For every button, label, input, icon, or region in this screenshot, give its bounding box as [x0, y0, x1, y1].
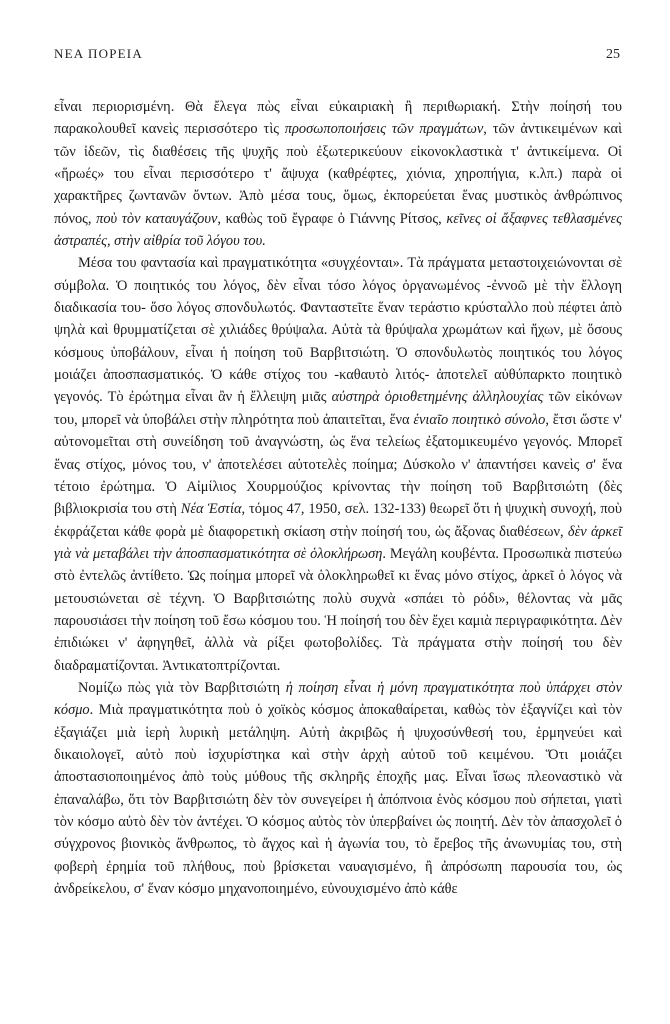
italic-run: αὐστηρὰ ὁριοθετημένης ἀλληλουχίας: [331, 389, 544, 406]
text-run: τῶν εἰκόνων του, μπορεῖ νὰ ὑποβάλει στὴν πληρότητα ποὺ ἀπαιτεῖται, ἕνα: [54, 389, 623, 428]
text-run: . Μεγάλη κουβέντα. Προσωπικὰ πιστεύω στὸ ἐντελῶς ἀντίθετο. Ὡς ποίημα μπορεῖ νὰ ὁλοκληρωθεῖ κι ἕνας μόνο στίχος, ἀρκεῖ ὁ λόγος νὰ μετουσιώνεται σὲ τέχνη. Ὁ Βαρβιτσιώτης πολὺ συχνὰ «σπάει τὸ ρόδι», θέλοντας νὰ μᾶς παρουσιάσει τὴν ποίηση τοῦ ἔσω κόσμου του. Ἡ ποίησή του δὲν ἔχει καμιὰ περιγραφικότητα. Δὲν ἐπιδιώκει ν' ἀφηγηθεῖ, ἀλλὰ νὰ ρίξει φωτοβολίδες. Τὰ πράγματα στὴν ποίησή του δὲν διαδραματίζονται. Ἀντικατοπτρίζονται.: [54, 545, 622, 674]
italic-run: ἑνιαῖο ποιητικὸ σύνολο: [413, 411, 546, 428]
running-head: [54, 46, 620, 63]
italic-run: δὲν ἀρκεῖ γιὰ νὰ μεταβάλει τὴν ἀποσπασματικότητα σὲ ὁλοκλήρωση: [54, 523, 622, 562]
text-run: , τόμος 47, 1950, σελ. 132-133) θεωρεῖ ὅτι ἡ ψυχικὴ συνοχή, ποὺ ἐκφράζεται κάθε φορὰ μὲ διαφορετικὴ σκίαση στὴν ποίησή του, ὡς ἄξονας διαθέσεων,: [54, 501, 622, 540]
body-text: [54, 96, 622, 900]
text-run: , τῶν ἀντικειμένων καὶ τῶν ἰδεῶν, τὶς διαθέσεις τῆς ψυχῆς ποὺ ἐξωτερικεύουν εἰκονοκλαστικὰ τ' ἀντικείμενα. Οἱ «ἥρωές» του εἶναι περισσότερο τ' ἄψυχα (καθρέφτες, χιόνια, χηροπήγια, κ.λπ.) παρὰ οἱ χαρακτῆρες ζωντανῶν ὄντων. Ἀπὸ μέσα τους, ὅμως, ἐκπορεύεται ἕνας μυστικὸς ἀνθρώπινος πόνος,: [54, 121, 622, 227]
paragraph: [54, 252, 622, 677]
text-run: . Μιὰ πραγματικότητα ποὺ ὁ χοϊκὸς κόσμος ἀποκαθαίρεται, καθὼς τὸν ἐξαγνίζει καὶ τὸν ἐξαγιάζει μιὰ ἱερὴ λυρικὴ μετάληψη. Αὐτὴ ἀκριβῶς ἡ ψυχοσύνθεσή του, ἑρμηνεύει καὶ δικαιολογεῖ, αὐτὸ ποὺ ἰσχυρίστηκα καὶ στὴν ἀρχὴ αὐτοῦ τοῦ κειμένου. Ὅτι μοιάζει ἀποστασιοποιημένος ἀπὸ τοὺς μύθους τῆς σκληρῆς ἐποχῆς μας. Εἶναι ἴσως πλεοναστικὸ νὰ ἐπαναλάβω, ὅτι τὸν Βαρβιτσιώτη δὲν τὸν συνεγείρει ἡ ἀπόπνοια ἑνὸς κόσμου ποὺ σήπεται, γιατὶ τὸν κόσμο αὐτὸ δὲν τὸν ἀντέχει. Ὁ κόσμος αὐτὸς τὸν ὑπερβαίνει ὡς ποιητή. Δὲν τὸν ἀπασχολεῖ ὁ σύγχρονος βιονικὸς ἄνθρωπος, τὸ ἄγχος καὶ ἡ ἀγωνία του, τὸ ἔρεβος τῆς ἀνωνυμίας του, στὴ φοβερὴ ἐρημία τοῦ πλήθους, ποὺ βρίσκεται ναυαγισμένο, ἢ ἀπρόσωπη παρουσία του, ὡς ἀνδρείκελου, σ' ἕναν κόσμο μηχανοποιημένο, εὐνουχισμένο ἀπὸ κάθε: [54, 702, 622, 898]
journal-title: ΝΕΑ ΠΟΡΕΙΑ: [54, 46, 143, 61]
text-run: , ἔτσι ὥστε ν' αὐτονομεῖται στὴ συνείδηση τοῦ ἀναγνώστη, ὡς ἕνα τελείως ἐξατομικευμένο γεγονός. Μπορεῖ ἕνας στίχος, μόνος του, ν' ἀποτελέσει αὐτοτελὲς ποίημα; Δύσκολο ν' ἀπαντήσει κανεὶς σ' ἕνα τέτοιο ἐρώτημα. Ὁ Αἰμίλιος Χουρμούζιος κρίνοντας τὴν ποίηση τοῦ Βαρβιτσιώτη (δὲς βιβλιοκρισία του στὴ: [54, 411, 622, 518]
italic-run: ποὺ τὸν καταυγάζουν: [96, 210, 218, 227]
italic-run: κεῖνες οἱ ἄξαφνες τεθλασμένες ἀστραπές, στὴν αἰθρία τοῦ λόγου του.: [54, 210, 622, 250]
paragraph: [54, 96, 622, 252]
italic-run: Νέα Ἑστία: [180, 501, 242, 518]
italic-run: προσωποποιήσεις τῶν πραγμάτων: [284, 121, 484, 138]
paragraph: [54, 677, 622, 900]
text-run: Νομίζω πὼς γιὰ τὸν Βαρβιτσιώτη: [78, 679, 286, 696]
text-run: , καθὼς τοῦ ἔγραφε ὁ Γιάννης Ρίτσος,: [217, 210, 447, 227]
text-run: εἶναι περιορισμένη. Θὰ ἔλεγα πὼς εἶναι εὐκαιριακὴ ἢ περιθωριακή. Στὴν ποίησή του παρακολουθεῖ κανεὶς περισσότερο τὶς: [54, 99, 622, 138]
text-run: Μέσα του φαντασία καὶ πραγματικότητα «συγχέονται». Τὰ πράγματα μεταστοιχειώνονται σὲ σύμβολα. Ὁ ποιητικός του λόγος, δὲν εἶναι τόσο λόγος ὀργανωμένος -ἐννοῶ μὲ τὴν ἔλλογη διαδικασία του- ὅσο λόγος σπονδυλωτός. Φανταστεῖτε ἕναν τεράστιο κρύσταλλο ποὺ πέφτει ἀπὸ ψηλὰ καὶ θρυμματίζεται σὲ χιλιάδες θρύψαλα. Αὐτὰ τὰ θρύψαλα χρωμάτων καὶ ἤχων, μὲ ὅσους κόσμους ὑποβάλουν, εἶναι ἡ ποίηση τοῦ Βαρβιτσιώτη. Ὁ σπονδυλωτὸς ποιητικός του λόγος μοιάζει ἀποσπασματικός. Ὁ κάθε στίχος του -καθαυτὸ λιτός- ἀποτελεῖ αὐθύπαρκτο ποιητικὸ γεγονός. Τὸ ἐρώτημα εἶναι ἂν ἡ ἔλλειψη μιᾶς: [54, 255, 622, 406]
page-number: 25: [606, 47, 620, 62]
italic-run: ἡ ποίηση εἶναι ἡ μόνη πραγματικότητα ποὺ ὑπάρχει στὸν κόσμο: [54, 679, 622, 719]
